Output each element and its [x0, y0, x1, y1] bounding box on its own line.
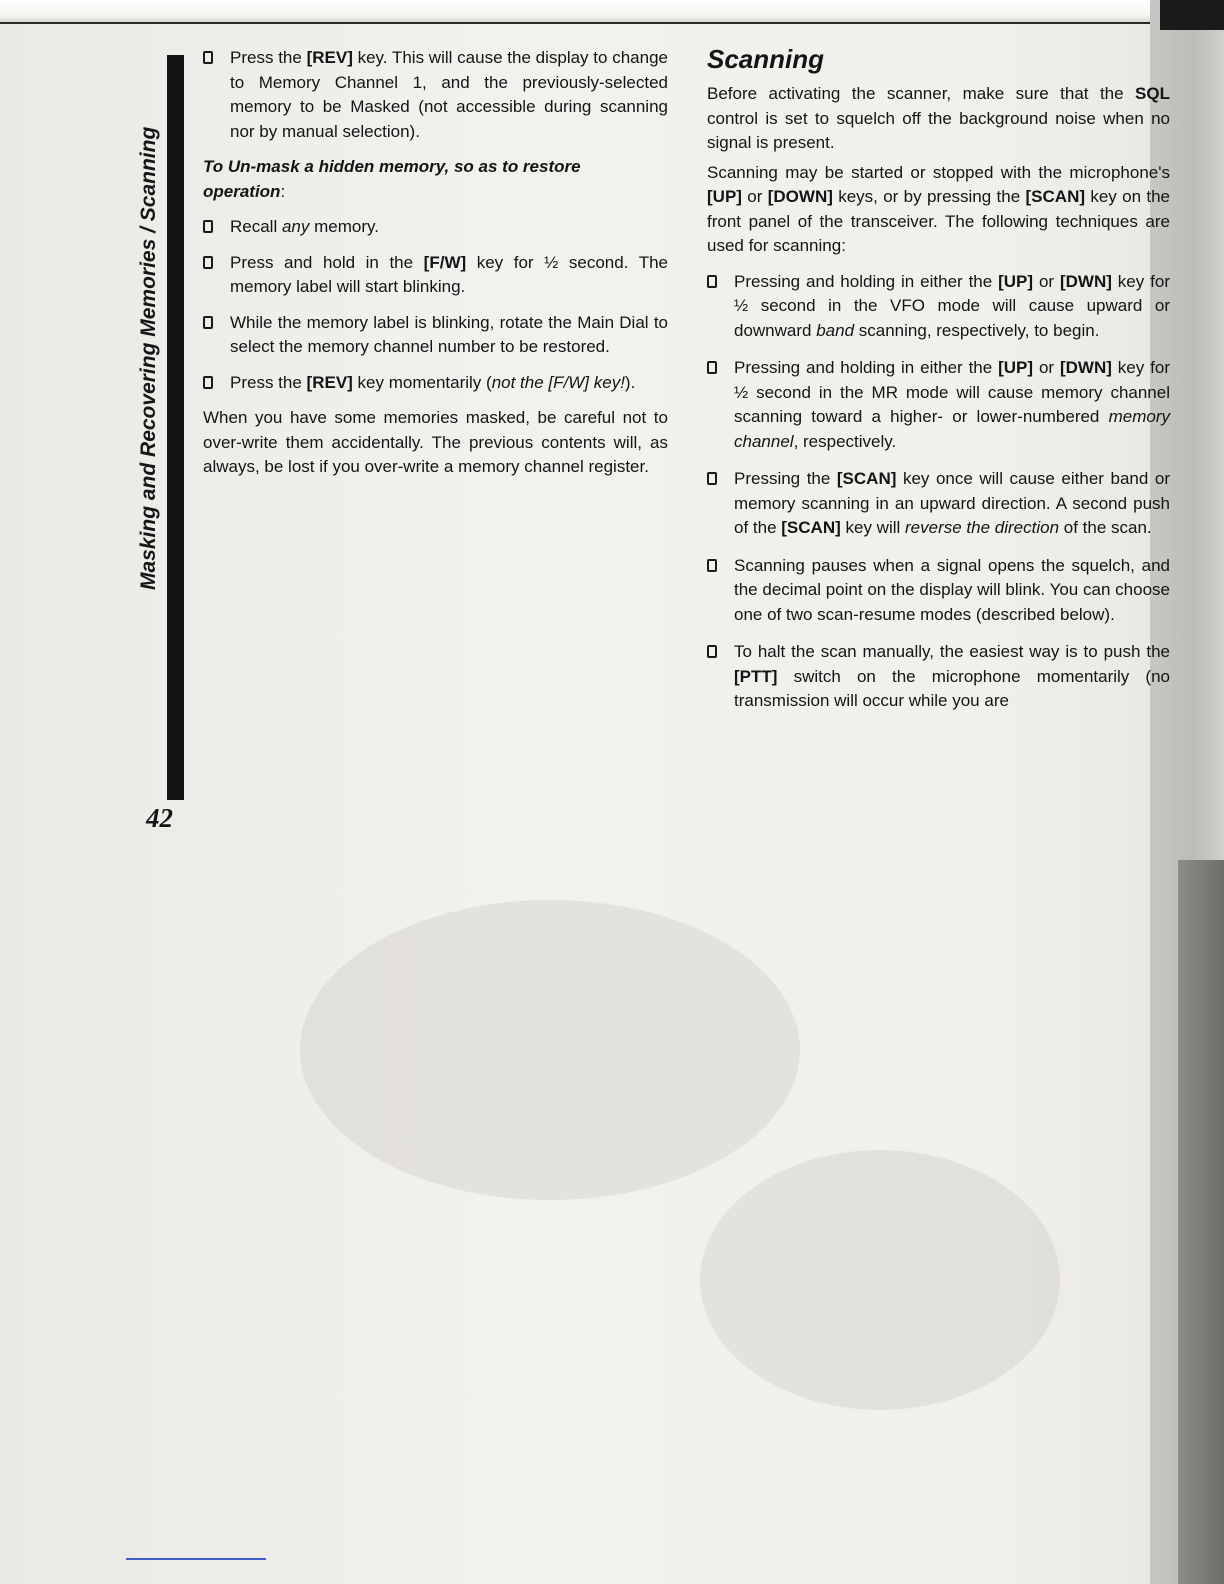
- binding-shadow: [1178, 860, 1224, 1584]
- section-title-vertical: Masking and Recovering Memories / Scanning: [137, 126, 160, 590]
- paper-stain: [700, 1150, 1060, 1410]
- paper-stain: [300, 900, 800, 1200]
- technique-scan-key: Pressing the [SCAN] key once will cause either band or memory scanning in an upward direction. A second push of the [SCAN] key will reverse the direction of the scan.: [707, 467, 1170, 541]
- scanning-heading: Scanning: [707, 44, 825, 74]
- checkbox-bullet-icon: [203, 376, 213, 389]
- technique-scan-pause: Scanning pauses when a signal opens the squelch, and the decimal point on the display will blink. You can choose one of two scan-resume modes (described below).: [707, 554, 1170, 628]
- scanning-techniques-list: [707, 270, 1170, 714]
- step-recall-memory: Recall any memory.: [203, 215, 668, 240]
- technique-halt-scan: To halt the scan manually, the easiest way is to push the [PTT] switch on the microphone momentarily (no transmission will occur while you are: [707, 640, 1170, 714]
- technique-band-scan: Pressing and holding in either the [UP] or [DWN] key for ½ second in the VFO mode will cause upward or downward band scanning, respectively, to begin.: [707, 270, 1170, 344]
- checkbox-bullet-icon: [707, 361, 717, 374]
- checkbox-bullet-icon: [707, 645, 717, 658]
- checkbox-bullet-icon: [707, 275, 717, 288]
- section-tab-bar: [167, 55, 184, 800]
- step-hold-fw: Press and hold in the [F/W] key for ½ second. The memory label will start blinking.: [203, 251, 668, 300]
- checkbox-bullet-icon: [203, 220, 213, 233]
- technique-memory-scan: Pressing and holding in either the [UP] or [DWN] key for ½ second in the MR mode will cause memory channel scanning toward a higher- or lower-numbered memory channel, respectively.: [707, 356, 1170, 454]
- checkbox-bullet-icon: [203, 256, 213, 269]
- page-top-edge: [0, 0, 1150, 24]
- intro-paragraph-sql: Before activating the scanner, make sure that the SQL control is set to squelch off the background noise when no signal is present.: [707, 84, 1170, 152]
- footer-rule: [126, 1558, 266, 1560]
- checkbox-bullet-icon: [203, 316, 213, 329]
- step-press-rev: Press the [REV] key. This will cause the display to change to Memory Channel 1, and the previously-selected memory to be Masked (not accessible during scanning nor by manual selection).: [203, 46, 668, 144]
- left-column: [203, 46, 668, 485]
- checkbox-bullet-icon: [707, 472, 717, 485]
- caution-paragraph: When you have some memories masked, be careful not to over-write them accidentally. The previous contents will, as always, be lost if you over-write a memory channel register.: [203, 408, 668, 476]
- checkbox-bullet-icon: [707, 559, 717, 572]
- intro-paragraph-keys: Scanning may be started or stopped with the microphone's [UP] or [DOWN] keys, or by pressing the [SCAN] key on the front panel of the transceiver. The following techniques are used for scanning:: [707, 162, 1171, 255]
- page-number: 42: [146, 803, 173, 833]
- checkbox-bullet-icon: [203, 51, 213, 64]
- right-column: [707, 44, 1170, 727]
- unmask-heading: To Un-mask a hidden memory, so as to restore operation:: [203, 157, 581, 201]
- binding-shadow-top: [1160, 0, 1224, 30]
- step-press-rev-momentarily: Press the [REV] key momentarily (not the [F/W] key!).: [203, 371, 668, 396]
- step-rotate-dial: While the memory label is blinking, rotate the Main Dial to select the memory channel number to be restored.: [203, 311, 668, 360]
